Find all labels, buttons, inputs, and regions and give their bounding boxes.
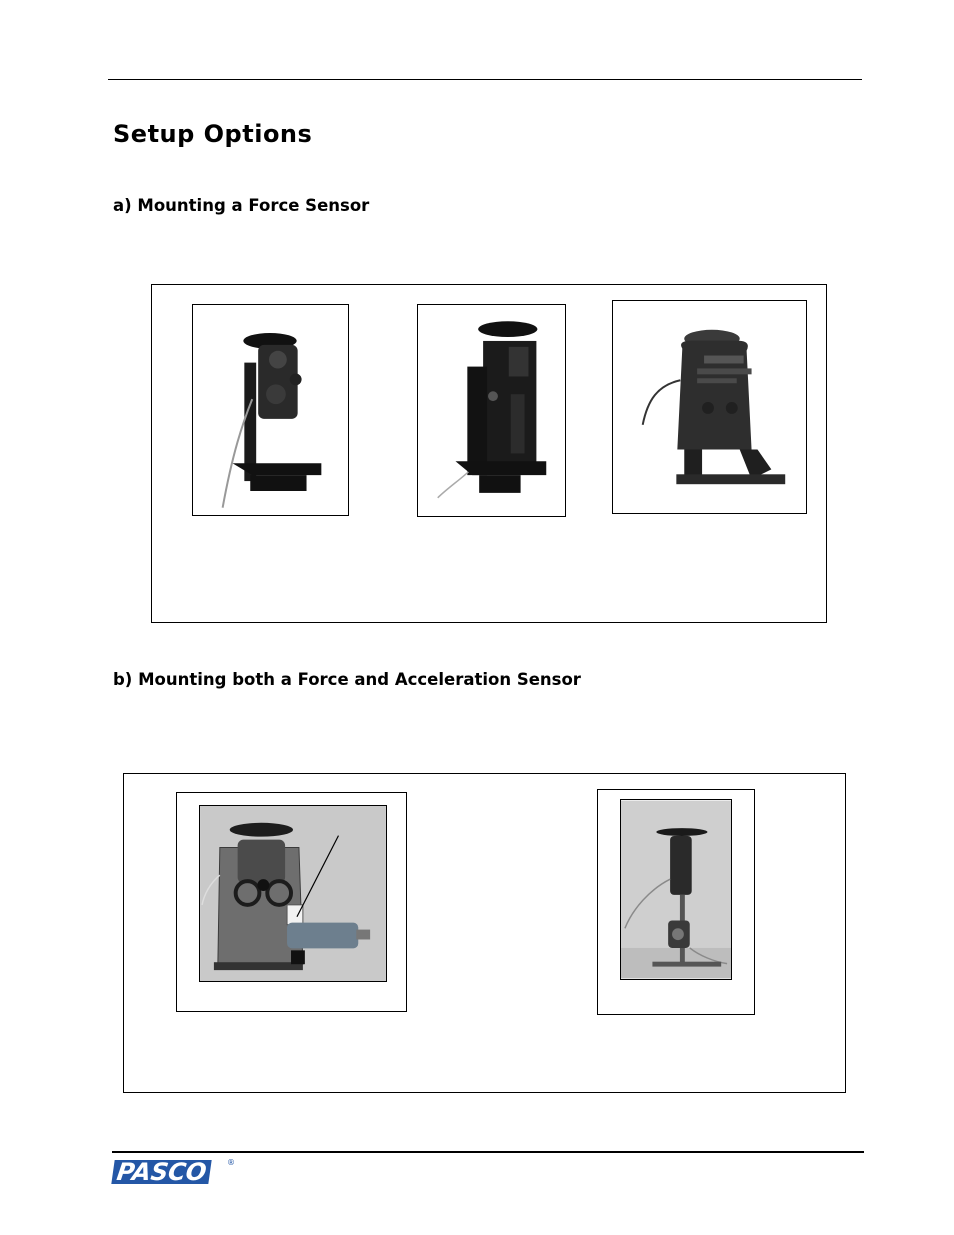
economy-force-sensor-photo [612, 300, 807, 514]
economy-force-sensor-image [613, 301, 806, 513]
force-and-acceleration-sensor-image [200, 806, 386, 981]
header-rule [108, 79, 862, 80]
registered-mark: ® [227, 1158, 235, 1167]
section-a-heading: a) Mounting a Force Sensor [113, 196, 370, 215]
force-and-acceleration-sensor-photo [199, 805, 387, 982]
section-b-heading: b) Mounting both a Force and Acceleration Sensor [113, 670, 581, 689]
force-sensor-covered-photo [417, 304, 566, 517]
footer-rule [112, 1151, 864, 1153]
page-title: Setup Options [113, 120, 313, 148]
force-sensor-stand-photo [192, 304, 349, 516]
side-view-sensor-stack-image [621, 800, 731, 979]
force-sensor-covered-image [418, 305, 565, 516]
pasco-logo-text: PASCO [111, 1160, 212, 1184]
side-view-sensor-stack-photo [620, 799, 732, 980]
pasco-logo [113, 1160, 238, 1186]
force-sensor-stand-image [193, 305, 348, 515]
